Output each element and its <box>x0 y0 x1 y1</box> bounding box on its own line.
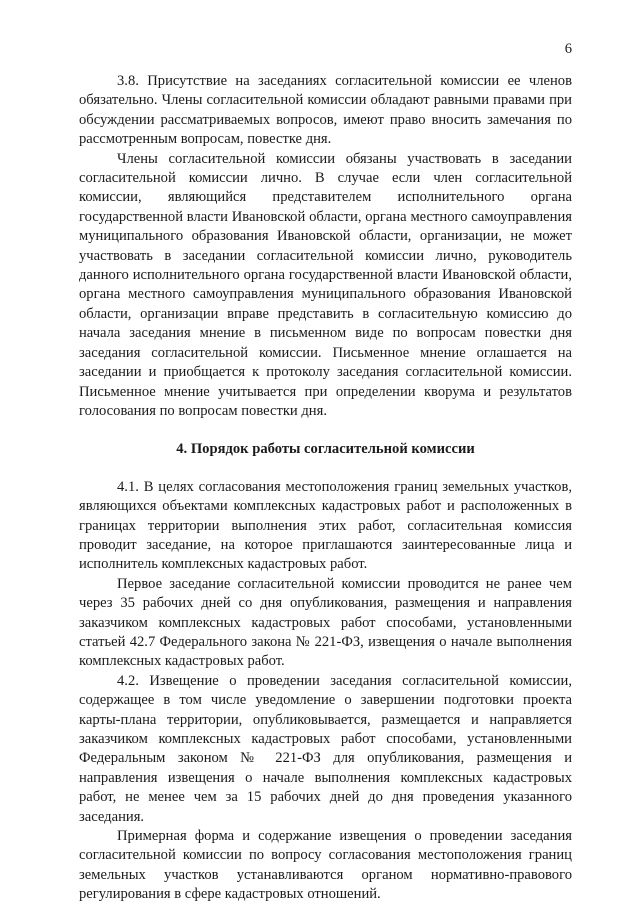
paragraph-first-meeting: Первое заседание согласительной комиссии проводится не ранее чем через 35 рабочих дней со дня опубликования, размещения и направления заказчиком комплексных кадастровых работ способами, установленными статьей 42.7 Федерального закона № 221-ФЗ, извещения о начале выполнения комплексных кадастровых работ. <box>79 575 572 670</box>
paragraph-3-8: 3.8. Присутствие на заседаниях согласительной комиссии ее членов обязательно. Члены согласительной комиссии обладают равными правами при обсуждении рассматриваемых вопросов, имеют право вносить замечания по рассмотренным вопросам, повестке дня. <box>79 73 572 148</box>
document-body <box>79 72 572 905</box>
section-heading: 4. Порядок работы согласительной комиссии <box>176 441 475 458</box>
page-number: 6 <box>564 41 572 57</box>
paragraph-4-1: 4.1. В целях согласования местоположения границ земельных участков, являющихся объектами комплексных кадастровых работ и расположенных в границах территории выполнения этих работ, согласительная комиссия проводит заседание, на которое приглашаются заинтересованные лица и исполнитель комплексных кадастровых работ. <box>79 478 572 573</box>
paragraph-members-attendance: Члены согласительной комиссии обязаны участвовать в заседании согласительной комиссии лично. В случае если член согласительной комиссии, являющийся представителем исполнительного органа государственной власти Ивановской области, органа местного самоуправления муниципального образования Ивановской области, организации, не может участвовать в заседании согласительной комиссии лично, руководитель данного исполнительного органа государственной власти Ивановской области, органа местного самоуправления муниципального образования Ивановской области, организации вправе представить в согласительную комиссию до начала заседания мнение в письменном виде по вопросам повестки дня заседания согласительной комиссии. Письменное мнение оглашается на заседании и приобщается к протоколу заседания согласительной комиссии. Письменное мнение учитывается при определении кворума и результатов голосования по вопросам повестки дня. <box>79 150 572 419</box>
paragraph-4-2: 4.2. Извещение о проведении заседания согласительной комиссии, содержащее в том числе уведомление о завершении подготовки проекта карты-плана территории, опубликовывается, размещается и направляется заказчиком комплексных кадастровых работ способами, установленными Федеральным законом № 221-ФЗ для опубликования, размещения и направления извещения о начале выполнения комплексных кадастровых работ, не менее чем за 15 рабочих дней до дня проведения указанного заседания. <box>79 672 572 825</box>
paragraph-notice-form: Примерная форма и содержание извещения о проведении заседания согласительной комиссии по вопросу согласования местоположения границ земельных участков устанавливаются органом нормативно-правового регулирования в сфере кадастровых отношений. <box>79 828 572 903</box>
